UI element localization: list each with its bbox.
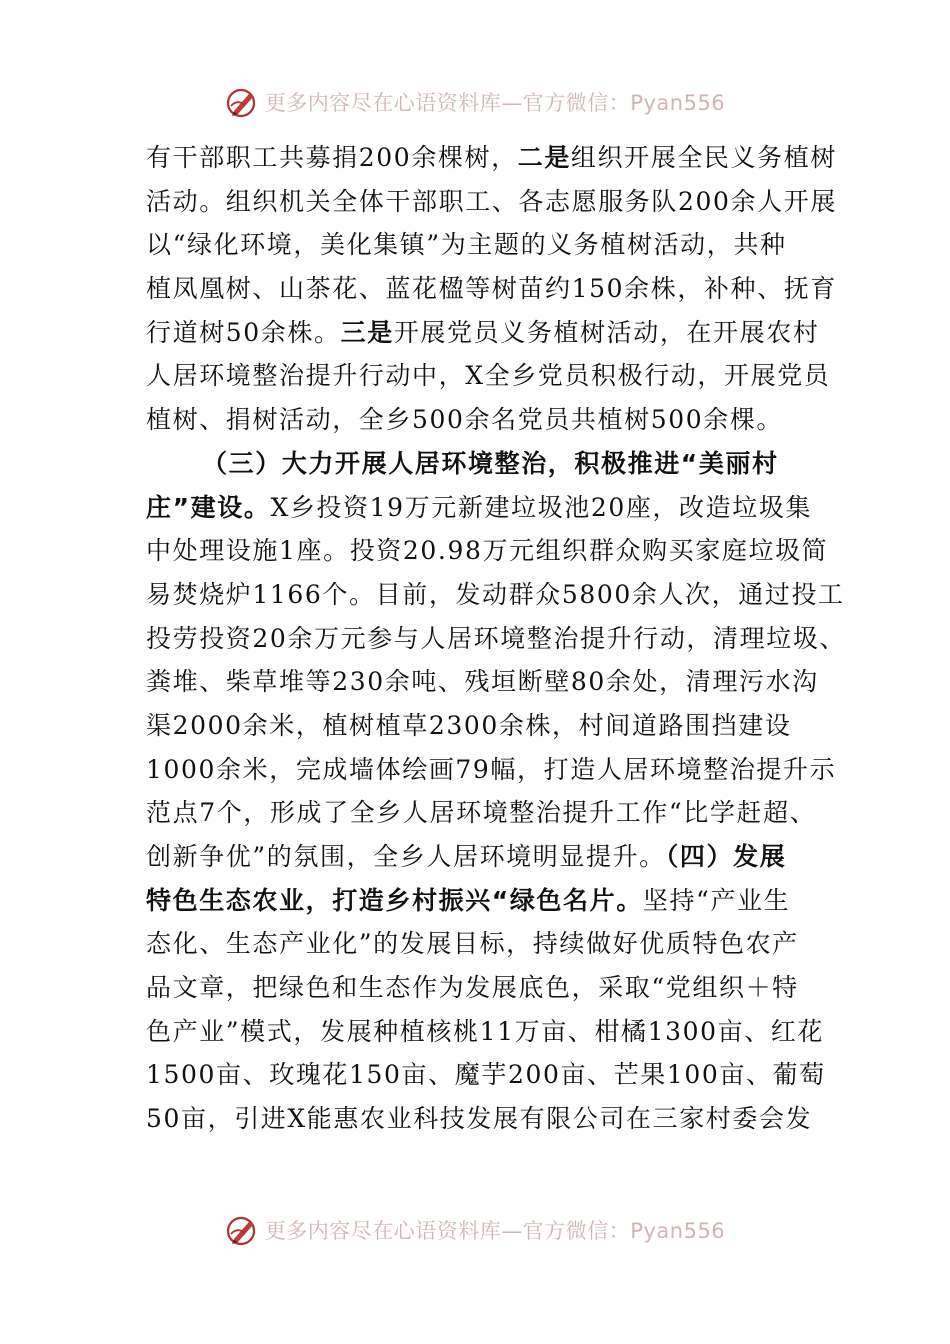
text-line bbox=[146, 486, 816, 530]
text-segment: 创新争优”的氛围，全乡人居环境明显提升。 bbox=[146, 842, 666, 871]
text-segment: 坚持“产业生 bbox=[642, 885, 791, 915]
bold-text-segment: （四）发展 bbox=[665, 842, 787, 871]
text-line bbox=[146, 791, 816, 835]
watermark-header bbox=[0, 80, 950, 124]
text-line bbox=[146, 966, 816, 1010]
text-segment: 品文章，把绿色和生态作为发展底色，采取“党组织＋特 bbox=[146, 973, 799, 1003]
bold-text-segment: 二是 bbox=[517, 143, 571, 172]
text-segment: 植树、捐树活动，全乡500余名党员共植树500余棵。 bbox=[146, 405, 784, 435]
bold-text-segment: 庄”建设。 bbox=[146, 492, 271, 522]
bold-text-segment: 三是 bbox=[340, 317, 394, 347]
text-segment: 色产业”模式，发展种植核桃11万亩、柑橘1300亩、红花 bbox=[146, 1016, 825, 1046]
text-segment: 范点7个，形成了全乡人居环境整治提升工作“比学赶超、 bbox=[146, 798, 817, 828]
text-segment: 人居环境整治提升行动中，X全乡党员积极行动，开展党员 bbox=[146, 361, 831, 391]
watermark-text: 更多内容尽在心语资料库—官方微信：Pyan556 bbox=[264, 91, 726, 115]
text-segment: 1000余米，完成墙体绘画79幅，打造人居环境整治提升示 bbox=[146, 754, 837, 784]
text-line bbox=[146, 180, 837, 224]
text-line bbox=[146, 660, 819, 704]
text-line bbox=[146, 748, 837, 792]
text-line bbox=[146, 136, 837, 180]
text-line bbox=[146, 1010, 825, 1054]
text-line bbox=[146, 835, 816, 879]
pen-logo-icon bbox=[225, 85, 259, 119]
text-segment: 行道树50余株。 bbox=[146, 317, 341, 347]
text-segment: 1500亩、玫瑰花150亩、魔芋200亩、芒果100亩、葡萄 bbox=[146, 1060, 826, 1090]
text-line bbox=[146, 223, 816, 267]
text-line bbox=[146, 267, 837, 311]
text-segment: 粪堆、柴草堆等230余吨、残垣断壁80余处，清理污水沟 bbox=[146, 667, 819, 697]
text-line bbox=[146, 879, 816, 923]
text-line bbox=[146, 704, 816, 748]
watermark-footer bbox=[0, 1208, 950, 1252]
watermark-text: 更多内容尽在心语资料库—官方微信：Pyan556 bbox=[264, 1219, 726, 1243]
text-line bbox=[146, 354, 831, 398]
text-line bbox=[146, 311, 820, 355]
bold-text-segment: （三）大力开展人居环境整治，积极推进“美丽村 bbox=[202, 448, 779, 478]
text-segment: 以“绿化环境，美化集镇”为主题的义务植树活动，共种 bbox=[146, 230, 787, 260]
text-segment: 有干部职工共募捐200余棵树， bbox=[146, 143, 518, 172]
text-line bbox=[146, 573, 845, 617]
text-line bbox=[146, 617, 847, 661]
pen-logo-icon bbox=[225, 1213, 259, 1247]
text-line bbox=[146, 529, 829, 573]
text-segment: 活动。组织机关全体干部职工、各志愿服务队200余人开展 bbox=[146, 186, 837, 216]
text-segment: 投劳投资20余万元参与人居环境整治提升行动，清理垃圾、 bbox=[146, 623, 847, 653]
text-line bbox=[146, 1053, 826, 1097]
text-segment: 渠2000余米，植树植草2300余株，村间道路围挡建设 bbox=[146, 710, 792, 740]
text-segment: 50亩，引进X能惠农业科技发展有限公司在三家村委会发 bbox=[146, 1104, 813, 1134]
text-segment: 开展党员义务植树活动，在开展农村 bbox=[393, 317, 820, 347]
text-line bbox=[146, 1097, 816, 1141]
bold-text-segment: 特色生态农业，打造乡村振兴“绿色名片。 bbox=[146, 885, 643, 915]
text-segment: 易焚烧炉1166个。目前，发动群众5800余人次，通过投工 bbox=[146, 579, 845, 609]
text-segment: 态化、生态产业化”的发展目标，持续做好优质特色农产 bbox=[146, 929, 799, 959]
text-line bbox=[146, 922, 816, 966]
text-line bbox=[146, 398, 816, 442]
text-segment: 植凤凰树、山茶花、蓝花楹等树苗约150余株，补种、抚育 bbox=[146, 274, 837, 304]
text-segment: X乡投资19万元新建垃圾池20座，改造垃圾集 bbox=[270, 492, 813, 522]
text-segment: 组织开展全民义务植树 bbox=[570, 143, 837, 172]
document-body bbox=[146, 136, 847, 1141]
text-line bbox=[146, 442, 816, 486]
text-segment: 中处理设施1座。投资20.98万元组织群众购买家庭垃圾简 bbox=[146, 536, 829, 566]
